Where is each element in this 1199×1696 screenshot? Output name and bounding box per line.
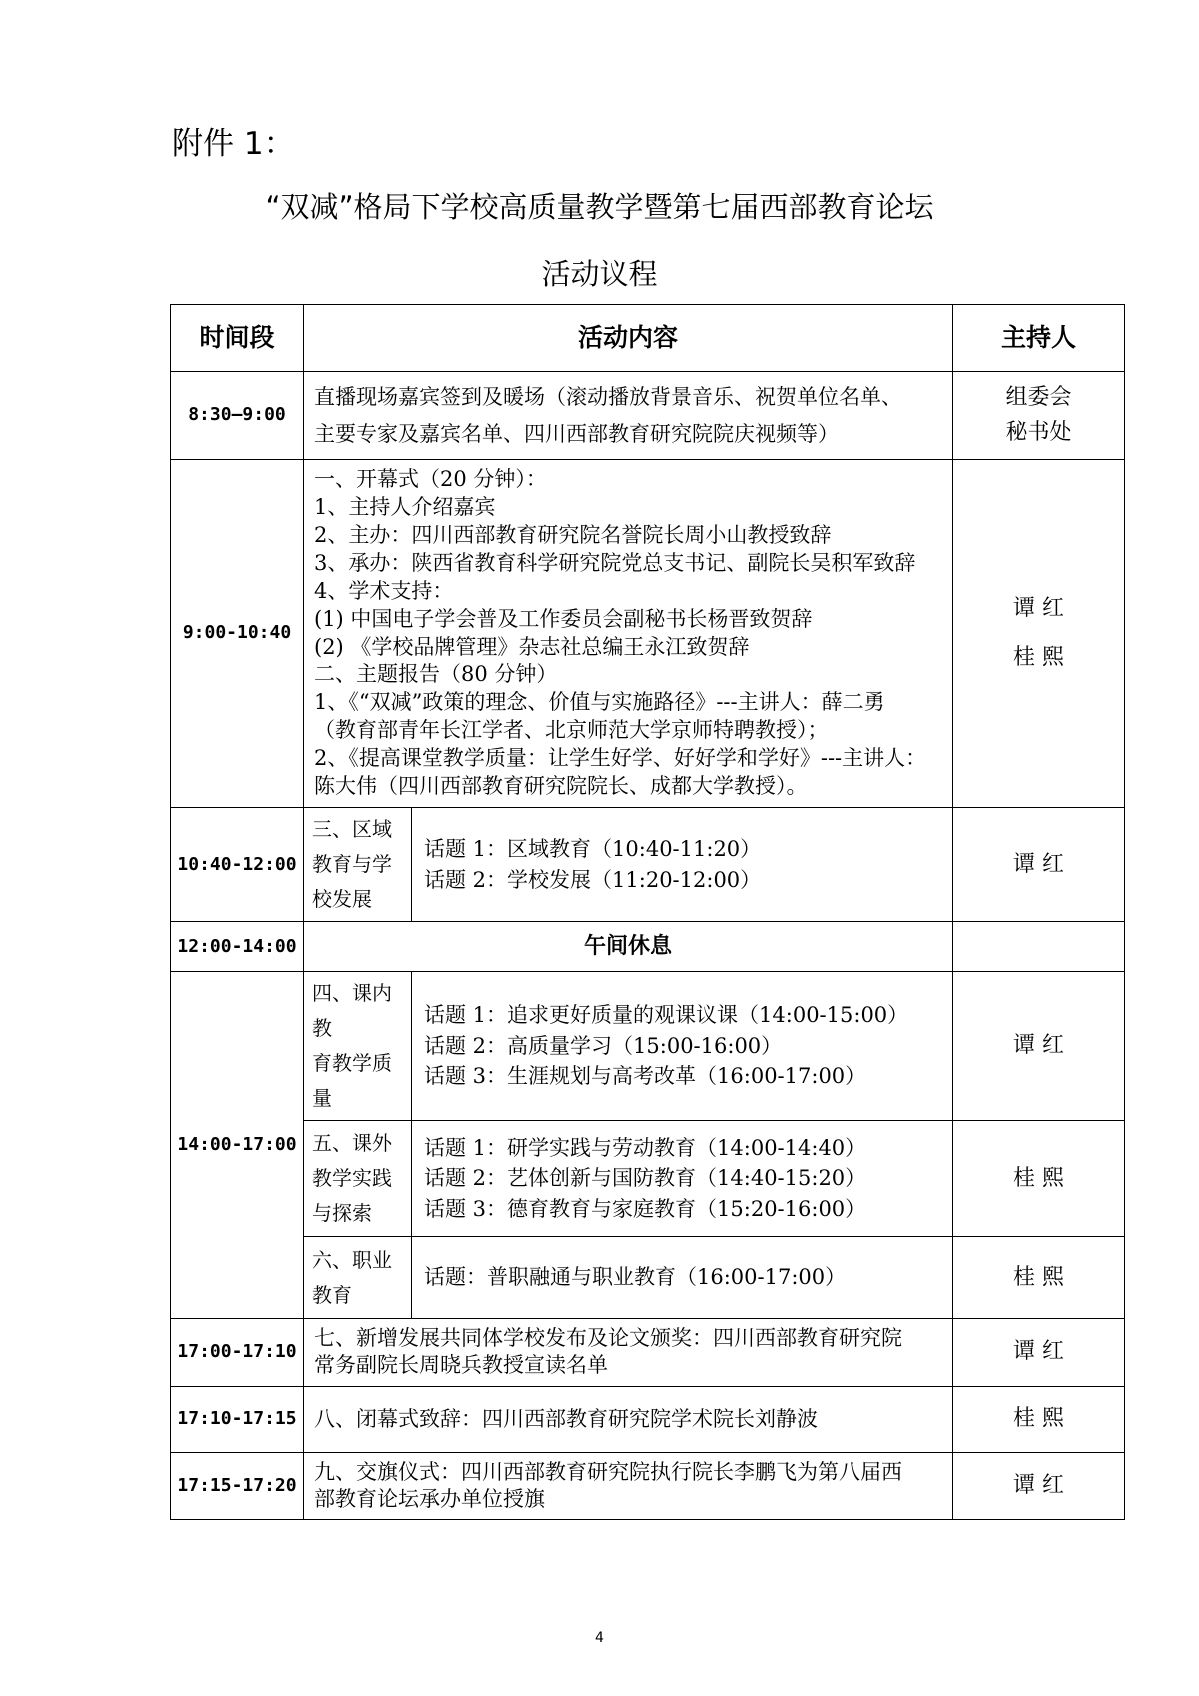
time-cell: 12:00-14:00 — [171, 922, 304, 972]
subsession-cell — [304, 1121, 412, 1237]
host-cell — [953, 922, 1125, 972]
content-line: 八、闭幕式致辞：四川西部教育研究院学术院长刘静波 — [314, 1406, 818, 1431]
table-row — [171, 1386, 1125, 1452]
topics-cell — [412, 1121, 953, 1237]
topic-line: 话题 2：学校发展（11:20-12:00） — [424, 867, 762, 892]
table-row — [171, 1237, 1125, 1319]
subsession-cell — [304, 808, 412, 922]
content-line: 3、承办：陕西省教育科学研究院党总支书记、副院长吴积军致辞 — [314, 550, 916, 575]
host-line: 桂 熙 — [1013, 644, 1065, 670]
subsession-line: 教育与学 — [312, 852, 392, 877]
subsession-cell — [304, 972, 412, 1121]
content-line: （教育部青年长江学者、北京师范大学京师特聘教授）； — [314, 718, 829, 743]
topic-line: 话题 1：追求更好质量的观课议课（14:00-15:00） — [424, 1003, 909, 1028]
header-host: 主持人 — [953, 305, 1125, 372]
table-row — [171, 1319, 1125, 1387]
table-row — [171, 460, 1125, 808]
time-cell: 14:00-17:00 — [171, 972, 304, 1319]
host-cell: 谭 红 — [953, 1319, 1125, 1387]
topics-cell — [412, 972, 953, 1121]
time-cell: 17:15-17:20 — [171, 1452, 304, 1520]
table-row — [171, 1121, 1125, 1237]
table-header-row — [171, 305, 1125, 372]
host-line: 谭 红 — [1013, 596, 1065, 622]
content-line: 2、主办：四川西部教育研究院名誉院长周小山教授致辞 — [314, 522, 832, 547]
attachment-label: 附件 1： — [172, 126, 295, 162]
host-line: 组委会 — [1005, 385, 1072, 411]
content-line: 九、交旗仪式：四川西部教育研究院执行院长李鹏飞为第八届西 — [314, 1459, 902, 1484]
host-cell — [953, 372, 1125, 460]
topic-line: 话题 1：区域教育（10:40-11:20） — [424, 837, 762, 862]
table-row — [171, 372, 1125, 460]
subsession-line: 育教学质 — [312, 1051, 392, 1076]
document-subtitle: 活动议程 — [541, 257, 658, 291]
table-row — [171, 1452, 1125, 1520]
agenda-table — [170, 304, 1125, 1520]
topic-line: 话题 2：高质量学习（15:00-16:00） — [424, 1033, 783, 1058]
time-cell: 17:10-17:15 — [171, 1386, 304, 1452]
time-cell: 17:00-17:10 — [171, 1319, 304, 1387]
content-line: 1、主持人介绍嘉宾 — [314, 494, 496, 519]
topics-cell — [412, 808, 953, 922]
subsession-cell — [304, 1237, 412, 1319]
host-cell — [953, 460, 1125, 808]
host-cell: 谭 红 — [953, 1452, 1125, 1520]
content-line: 主要专家及嘉宾名单、四川西部教育研究院院庆视频等） — [314, 421, 839, 446]
topic-line: 话题 3：生涯规划与高考改革（16:00-17:00） — [424, 1064, 867, 1089]
content-cell — [304, 460, 953, 808]
content-line: 直播现场嘉宾签到及暖场（滚动播放背景音乐、祝贺单位名单、 — [314, 384, 902, 409]
document-title: “双减”格局下学校高质量教学暨第七届西部教育论坛 — [265, 190, 934, 224]
table-row — [171, 808, 1125, 922]
content-line: 七、新增发展共同体学校发布及论文颁奖：四川西部教育研究院 — [314, 1326, 902, 1351]
time-cell: 9:00-10:40 — [171, 460, 304, 808]
content-cell — [304, 372, 953, 460]
subsession-line: 五、课外 — [312, 1131, 392, 1156]
topic-line: 话题 3：德育教育与家庭教育（15:20-16:00） — [424, 1196, 867, 1221]
subsession-line: 四、课内教 — [312, 981, 392, 1041]
content-line: 4、学术支持： — [314, 578, 454, 603]
content-line: 常务副院长周晓兵教授宣读名单 — [314, 1353, 608, 1378]
content-cell — [304, 1386, 953, 1452]
topic-line: 话题 2：艺体创新与国防教育（14:40-15:20） — [424, 1166, 867, 1191]
content-line: 2、《提高课堂教学质量：让学生好学、好好学和学好》---主讲人： — [314, 746, 927, 771]
content-line: 二、主题报告（80 分钟） — [314, 662, 558, 687]
content-line: 1、《“双减”政策的理念、价值与实施路径》---主讲人：薛二勇 — [314, 690, 885, 715]
content-line: 部教育论坛承办单位授旗 — [314, 1486, 545, 1511]
time-cell: 8:30—9:00 — [171, 372, 304, 460]
host-cell: 桂 熙 — [953, 1237, 1125, 1319]
subsession-line: 教学实践 — [312, 1166, 392, 1191]
content-line: (1) 中国电子学会普及工作委员会副秘书长杨晋致贺辞 — [314, 606, 813, 631]
subsession-line: 六、职业 — [312, 1247, 392, 1272]
subsession-line: 与探索 — [312, 1201, 372, 1226]
host-cell: 桂 熙 — [953, 1121, 1125, 1237]
content-line: 一、开幕式（20 分钟）： — [314, 467, 547, 491]
lunch-break-cell: 午间休息 — [304, 922, 953, 972]
header-time: 时间段 — [171, 305, 304, 372]
subsession-line: 量 — [312, 1086, 332, 1111]
table-row — [171, 922, 1125, 972]
content-cell — [304, 1452, 953, 1520]
topics-cell — [412, 1237, 953, 1319]
host-line: 秘书处 — [1005, 419, 1072, 445]
header-content: 活动内容 — [304, 305, 953, 372]
host-cell: 谭 红 — [953, 972, 1125, 1121]
host-cell: 桂 熙 — [953, 1386, 1125, 1452]
topic-line: 话题 1：研学实践与劳动教育（14:00-14:40） — [424, 1135, 867, 1160]
subsession-line: 教育 — [312, 1282, 352, 1307]
host-cell: 谭 红 — [953, 808, 1125, 922]
table-row — [171, 972, 1125, 1121]
page-number: 4 — [595, 1630, 604, 1646]
time-cell: 10:40-12:00 — [171, 808, 304, 922]
subsession-line: 校发展 — [312, 887, 372, 912]
subsession-line: 三、区域 — [312, 817, 392, 842]
content-line: (2) 《学校品牌管理》杂志社总编王永江致贺辞 — [314, 634, 750, 659]
topic-line: 话题：普职融通与职业教育（16:00-17:00） — [424, 1265, 847, 1290]
content-cell — [304, 1319, 953, 1387]
content-line: 陈大伟（四川西部教育研究院院长、成都大学教授）。 — [314, 774, 808, 799]
